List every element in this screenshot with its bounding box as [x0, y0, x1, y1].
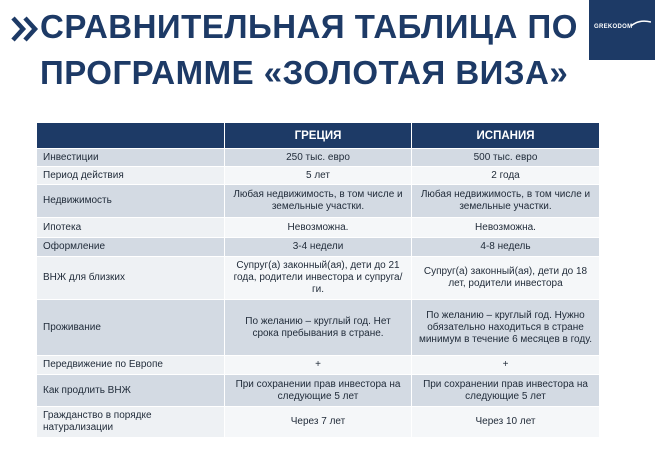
table-header-row — [37, 123, 600, 149]
table-row — [37, 238, 600, 257]
spain-value: + — [412, 356, 600, 375]
greece-value: Через 7 лет — [225, 407, 412, 438]
spain-value: Супруг(а) законный(ая), дети до 18 лет, родители инвестора — [412, 257, 600, 300]
greece-value: 3-4 недели — [225, 238, 412, 257]
table-row — [37, 167, 600, 185]
logo-text: GREKODOM — [594, 24, 633, 30]
row-label: Гражданство в порядке натурализации — [37, 407, 225, 438]
row-label: ВНЖ для близких — [37, 257, 225, 300]
company-logo — [589, 0, 655, 60]
table-row — [37, 356, 600, 375]
table-row — [37, 149, 600, 167]
row-label: Оформление — [37, 238, 225, 257]
table-row — [37, 375, 600, 407]
spain-value: По желанию – круглый год. Нужно обязательно находиться в стране минимум в течение 6 месяцев в году. — [412, 300, 600, 356]
row-label: Передвижение по Европе — [37, 356, 225, 375]
greece-value: Невозможна. — [225, 218, 412, 238]
row-label: Недвижимость — [37, 185, 225, 218]
comparison-table — [36, 122, 600, 438]
spain-value: Через 10 лет — [412, 407, 600, 438]
spain-value: 4-8 недель — [412, 238, 600, 257]
row-label: Ипотека — [37, 218, 225, 238]
greece-value: 5 лет — [225, 167, 412, 185]
title-line-1: СРАВНИТЕЛЬНАЯ ТАБЛИЦА ПО — [40, 8, 578, 45]
double-chevron-icon — [10, 12, 40, 46]
row-label: Проживание — [37, 300, 225, 356]
row-label: Инвестиции — [37, 149, 225, 167]
greece-value: Супруг(а) законный(ая), дети до 21 года, родители инвестора и супруга/ги. — [225, 257, 412, 300]
column-header-empty — [37, 123, 225, 149]
greece-value: По желанию – круглый год. Нет срока пребывания в стране. — [225, 300, 412, 356]
spain-value: При сохранении прав инвестора на следующие 5 лет — [412, 375, 600, 407]
spain-value: 2 года — [412, 167, 600, 185]
title-line-2: ПРОГРАММЕ «ЗОЛОТАЯ ВИЗА» — [40, 54, 569, 91]
table-row — [37, 407, 600, 438]
row-label: Период действия — [37, 167, 225, 185]
greece-value: 250 тыс. евро — [225, 149, 412, 167]
column-header-spain: ИСПАНИЯ — [412, 123, 600, 149]
table-row — [37, 218, 600, 238]
greece-value: При сохранении прав инвестора на следующие 5 лет — [225, 375, 412, 407]
spain-value: Любая недвижимость, в том числе и земельные участки. — [412, 185, 600, 218]
table-row — [37, 257, 600, 300]
column-header-greece: ГРЕЦИЯ — [225, 123, 412, 149]
table-row — [37, 300, 600, 356]
table-row — [37, 185, 600, 218]
greece-value: + — [225, 356, 412, 375]
spain-value: Невозможна. — [412, 218, 600, 238]
row-label: Как продлить ВНЖ — [37, 375, 225, 407]
greece-value: Любая недвижимость, в том числе и земельные участки. — [225, 185, 412, 218]
spain-value: 500 тыс. евро — [412, 149, 600, 167]
